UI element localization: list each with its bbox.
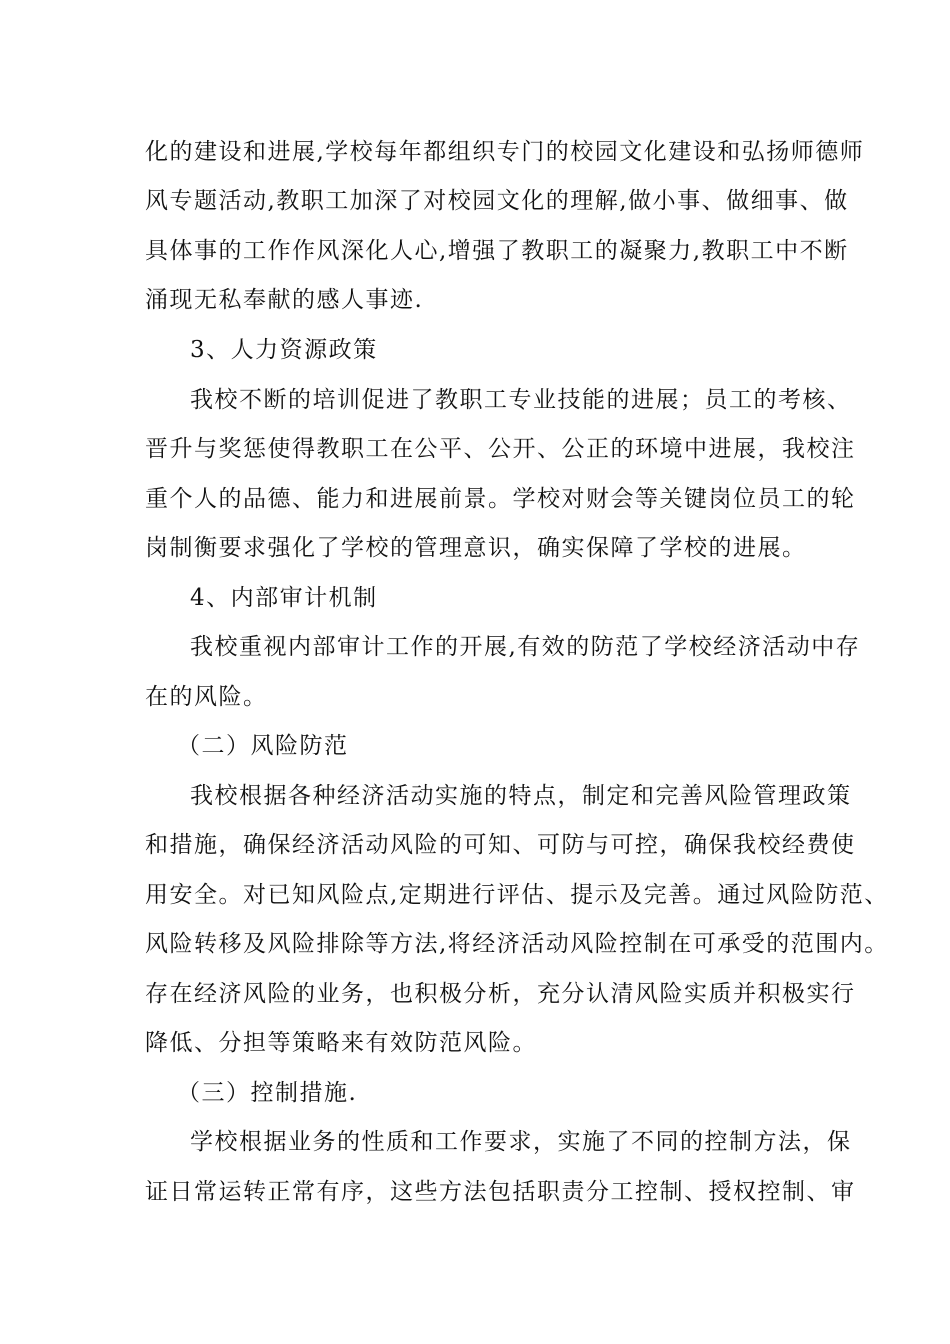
paragraph-line: 证日常运转正常有序，这些方法包括职责分工控制、授权控制、审	[145, 1179, 856, 1205]
paragraph-line: 和措施，确保经济活动风险的可知、可防与可控，确保我校经费使	[145, 832, 856, 858]
paragraph-line: 降低、分担等策略来有效防范风险。	[145, 1030, 537, 1056]
paragraph-line: 晋升与奖惩使得教职工在公平、公开、公正的环境中进展，我校注	[145, 436, 856, 462]
paragraph-line: 风险转移及风险排除等方法,将经济活动风险控制在可承受的范围内。	[145, 931, 889, 957]
paragraph-line: 岗制衡要求强化了学校的管理意识，确实保障了学校的进展。	[145, 535, 807, 561]
paragraph-line: 我校根据各种经济活动实施的特点，制定和完善风险管理政策	[190, 783, 852, 809]
paragraph-line: 存在经济风险的业务，也积极分析，充分认清风险实质并积极实行	[145, 981, 856, 1007]
paragraph-line: 涌现无私奉献的感人事迹.	[145, 287, 424, 313]
paragraph-line: 在的风险。	[145, 684, 268, 710]
paragraph-line: 具体事的工作作风深化人心,增强了教职工的凝聚力,教职工中不断	[145, 238, 849, 264]
section-heading: 4、内部审计机制	[190, 585, 378, 611]
paragraph-line: 重个人的品德、能力和进展前景。学校对财会等关键岗位员工的轮	[145, 486, 856, 512]
section-heading: （三）控制措施.	[177, 1080, 358, 1106]
paragraph-line: 化的建设和进展,学校每年都组织专门的校园文化建设和弘扬师德师	[145, 139, 865, 165]
paragraph-line: 我校重视内部审计工作的开展,有效的防范了学校经济活动中存	[190, 634, 861, 660]
section-heading: （二）风险防范	[177, 733, 349, 759]
paragraph-line: 用安全。对已知风险点,定期进行评估、提示及完善。通过风险防范、	[145, 882, 889, 908]
paragraph-line: 学校根据业务的性质和工作要求，实施了不同的控制方法，保	[190, 1129, 852, 1155]
paragraph-line: 风专题活动,教职工加深了对校园文化的理解,做小事、做细事、做	[145, 188, 849, 214]
paragraph-line: 我校不断的培训促进了教职工专业技能的进展；员工的考核、	[190, 387, 852, 413]
section-heading: 3、人力资源政策	[190, 337, 378, 363]
